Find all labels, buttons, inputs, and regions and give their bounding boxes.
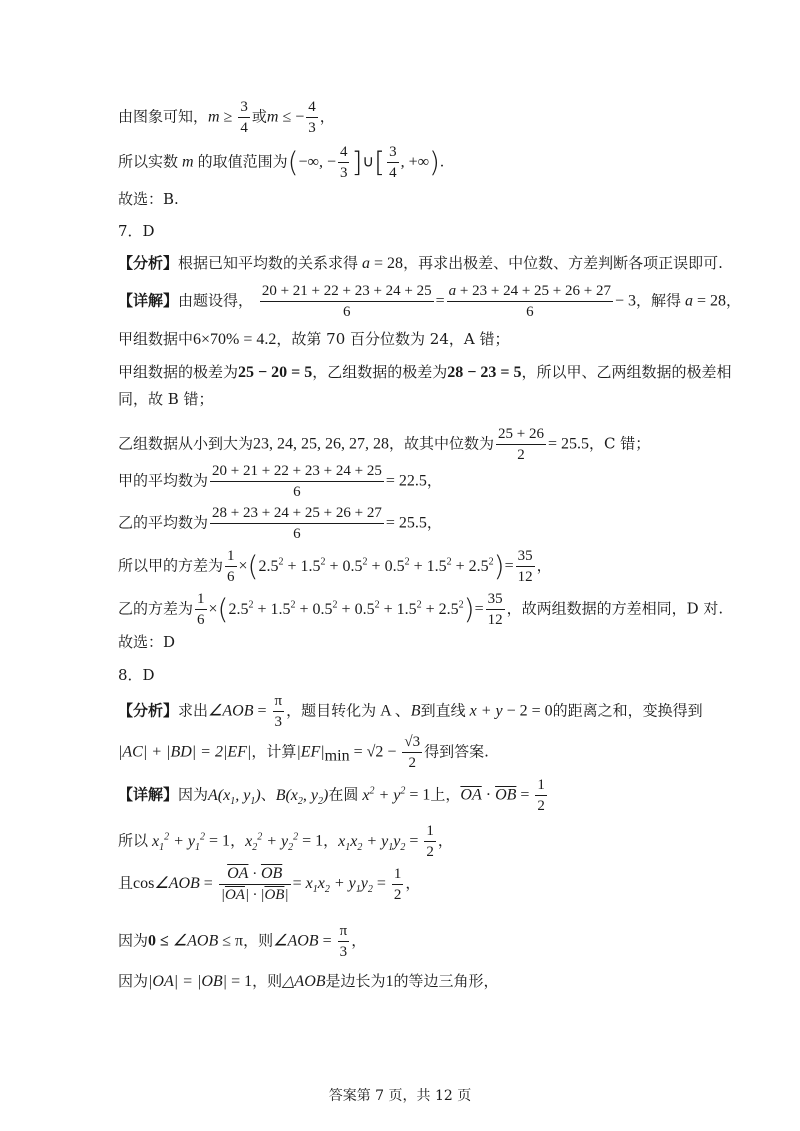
line-1: 由图象可知，m ≥ $\frac{3}{4}$ 或m ≤ − $\frac{4}{3}$ ，: [118, 99, 335, 136]
line-2: 所以实数 m 的取值范围为(−∞, − $\frac{4}{3}$ ]∪[ $\frac{3}{4}$ , +∞).: [118, 144, 444, 181]
analysis-8: 【分析】求出∠AOB = $\frac{\pi}{3}$ ，题目转化为 A 、B到直线 x + y − 2 = 0的距离之和，变换得到: [118, 693, 703, 730]
page-footer: 答案第 7 页，共 12 页: [328, 1088, 472, 1104]
paragraph-1: 甲组数据中6×70% = 4.2，故第 70 百分位数为 24，A 错；: [118, 330, 510, 348]
analysis-7: 【分析】根据已知平均数的关系求得 a = 28，再求出极差、中位数、方差判断各项正误即可.: [118, 254, 723, 272]
paragraph-5: 甲的平均数为 $\frac{20 + 21 + 22 + 23 + 24 + 25}{6}$ = 22.5，: [118, 463, 442, 500]
step-1: 所以 $x_1^2 + y_1^2 = 1$，$x_2^2 + y_2^2 = 1$，$x_1x_2 + y_1y_2$ = $\frac{1}{2}$ ，: [118, 823, 453, 860]
paragraph-3: 同，故 B 错；: [118, 390, 214, 408]
paragraph-4: 乙组数据从小到大为23, 24, 25, 26, 27, 28，故其中位数为 $\frac{25 + 26}{2}$ = 25.5，C 错；: [118, 426, 651, 463]
question-7: 7．D: [118, 222, 155, 240]
paragraph-6: 乙的平均数为 $\frac{28 + 23 + 24 + 25 + 26 + 27}{6}$ = 25.5，: [118, 505, 442, 542]
paragraph-7: 所以甲的方差为 $\frac{1}{6}$ $\times(2.5^2 + 1.5^2 + 0.5^2 + 0.5^2 + 1.5^2 + 2.5^2)=$ $\frac{35}{12}$ ，: [118, 548, 552, 585]
line-3: 故选：B.: [118, 190, 179, 208]
analysis-8-cont: |AC| + |BD| = 2|EF|，计算$|EF|_{min} = √2$ − $\frac{√3}{2}$ 得到答案.: [118, 734, 489, 771]
paragraph-9: 故选：D: [118, 633, 176, 651]
step-2: 且cos∠AOB = $\frac{\overline{OA} \cdot \overline{OB}}{|\overline{OA}| \cdot |\overline{OB}|}$ = $x_1x_2 + y_1y_2$ = $\frac{1}{2}$ ，: [118, 865, 421, 904]
paragraph-8: 乙的方差为 $\frac{1}{6}$ $\times(2.5^2 + 1.5^2 + 0.5^2 + 0.5^2 + 1.5^2 + 2.5^2)=$ $\frac{35}{12}$ ，故两组数据的方差相同，D 对.: [118, 591, 724, 628]
step-3: 因为0 ≤ ∠AOB ≤ π，则∠AOB = $\frac{\pi}{3}$ ，: [118, 923, 367, 960]
detail-8: 【详解】因为$A(x_1$, $y_1$)、$B(x_2$, $y_2$)在圆 $x^2 + y^2 = 1$上，$\overline{OA} \cdot \overline{OB}$ = $\frac{1}{2}$: [118, 777, 545, 814]
paragraph-2: 甲组数据的极差为25 − 20 = 5，乙组数据的极差为28 − 23 = 5，所以甲、乙两组数据的极差相: [118, 363, 732, 381]
detail-7: 【详解】由题设得， $\frac{20 + 21 + 22 + 23 + 24 + 25}{6}$ = $\frac{a + 23 + 24 + 25 + 26 + 27}{6}$ − 3，解得 a = 28，: [118, 283, 742, 320]
step-4: 因为|OA| = |OB| = 1，则△AOB是边长为1的等边三角形，: [118, 972, 499, 990]
question-8: 8．D: [118, 666, 155, 684]
